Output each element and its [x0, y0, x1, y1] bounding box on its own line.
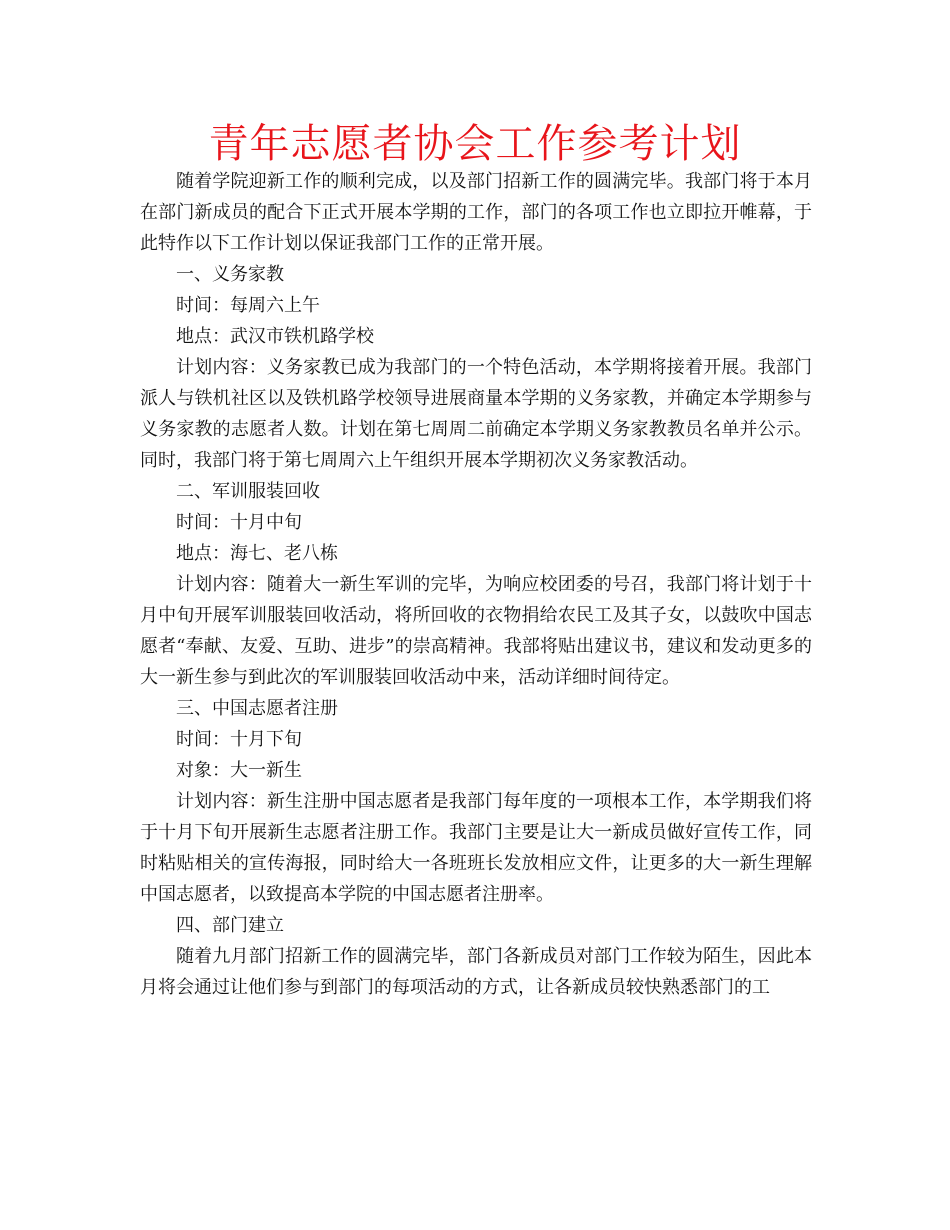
intro-paragraph: 随着学院迎新工作的顺利完成，以及部门招新工作的圆满完毕。我部门将于本月在部门新成员的配合下正式开展本学期的工作，部门的各项工作也立即拉开帷幕，于此特作以下工作计划以保证我部门工作的正常开展。: [140, 171, 812, 254]
section-heading-uniform-recycling: 二、军训服装回收: [176, 481, 320, 502]
tutoring-location: 地点：武汉市铁机路学校: [176, 326, 374, 347]
tutoring-plan: 计划内容：义务家教已成为我部门的一个特色活动，本学期将接着开展。我部门派人与铁机社区以及铁机路学校领导进展商量本学期的义务家教，并确定本学期参与义务家教的志愿者人数。计划在第七周周二前确定本学期义务家教教员名单并公示。同时，我部门将于第七周周六上午组织开展本学期初次义务家教活动。: [140, 357, 812, 471]
department-plan: 随着九月部门招新工作的圆满完毕，部门各新成员对部门工作较为陌生，因此本月将会通过让他们参与到部门的每项活动的方式，让各新成员较快熟悉部门的工: [140, 946, 812, 998]
section-heading-registration: 三、中国志愿者注册: [176, 698, 338, 719]
registration-target: 对象：大一新生: [176, 760, 302, 781]
uniform-recycling-plan: 计划内容：随着大一新生军训的完毕，为响应校团委的号召，我部门将计划于十月中旬开展军训服装回收活动，将所回收的衣物捐给农民工及其子女，以鼓吹中国志愿者“奉献、友爱、互助、进步”的崇高精神。我部将贴出建议书，建议和发动更多的大一新生参与到此次的军训服装回收活动中来，活动详细时间待定。: [140, 574, 812, 688]
uniform-recycling-location: 地点：海七、老八栋: [176, 543, 338, 564]
tutoring-time: 时间：每周六上午: [176, 295, 320, 316]
document-body: [140, 166, 812, 1003]
uniform-recycling-time: 时间：十月中旬: [176, 512, 302, 533]
section-heading-department: 四、部门建立: [176, 915, 284, 936]
registration-time: 时间：十月下旬: [176, 729, 302, 750]
registration-plan: 计划内容：新生注册中国志愿者是我部门每年度的一项根本工作，本学期我们将于十月下旬开展新生志愿者注册工作。我部门主要是让大一新成员做好宣传工作，同时粘贴相关的宣传海报，同时给大一各班班长发放相应文件，让更多的大一新生理解中国志愿者，以致提高本学院的中国志愿者注册率。: [140, 791, 812, 905]
document-title: 青年志愿者协会工作参考计划: [208, 121, 742, 167]
section-heading-tutoring: 一、义务家教: [176, 264, 284, 285]
